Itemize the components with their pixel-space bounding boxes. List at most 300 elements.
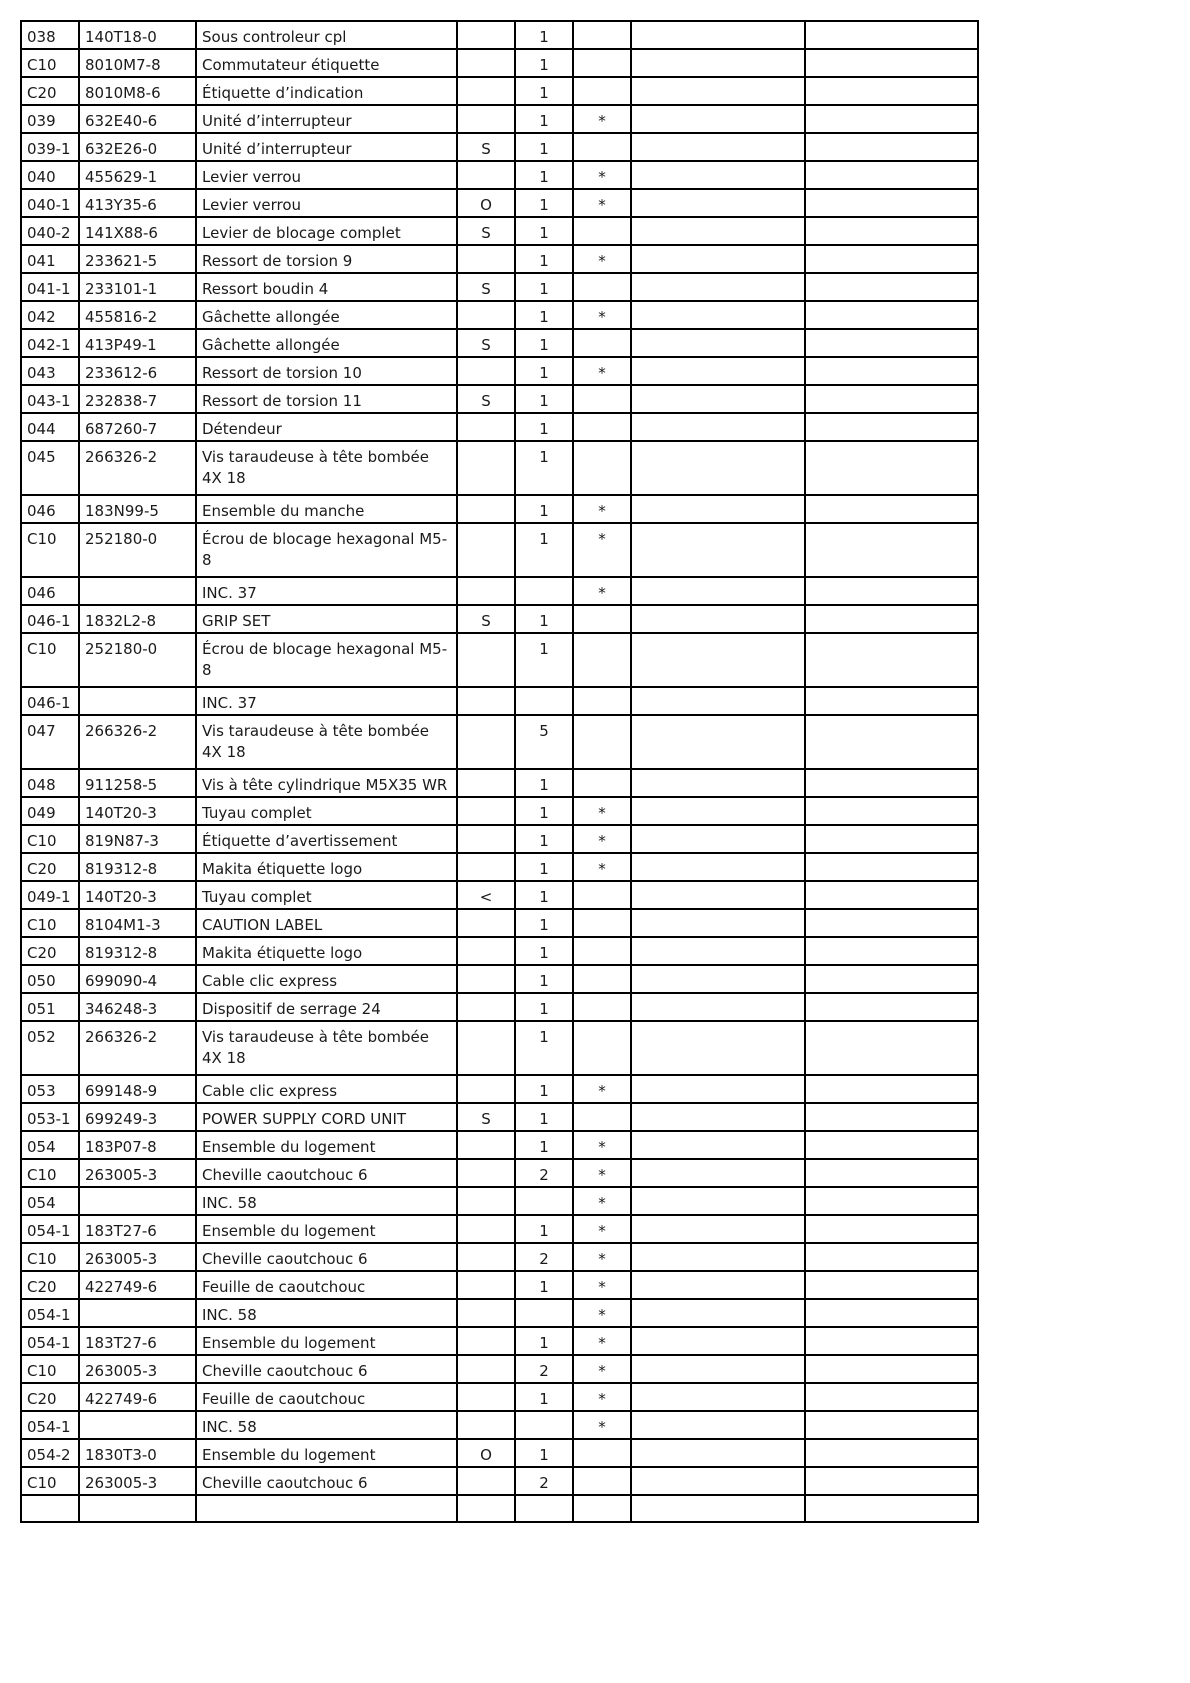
empty-cell xyxy=(805,1159,978,1187)
empty-cell xyxy=(631,1243,805,1271)
table-row xyxy=(21,1495,978,1522)
part-number-cell: 819312-8 xyxy=(79,937,196,965)
quantity-cell: 1 xyxy=(515,881,573,909)
empty-cell xyxy=(805,825,978,853)
table-row xyxy=(21,605,978,633)
quantity-cell: 1 xyxy=(515,413,573,441)
part-number-cell: 266326-2 xyxy=(79,1021,196,1075)
description-cell: Makita étiquette logo xyxy=(196,937,457,965)
table-row xyxy=(21,715,978,769)
empty-cell xyxy=(805,217,978,245)
note-cell xyxy=(457,1131,515,1159)
empty-cell xyxy=(631,1187,805,1215)
empty-cell xyxy=(805,797,978,825)
empty-cell xyxy=(631,605,805,633)
note-cell: S xyxy=(457,329,515,357)
item-number-cell: 047 xyxy=(21,715,79,769)
description-cell: Levier verrou xyxy=(196,161,457,189)
flag-cell xyxy=(573,49,631,77)
empty-cell xyxy=(805,77,978,105)
part-number-cell: 263005-3 xyxy=(79,1243,196,1271)
parts-table xyxy=(20,20,979,1523)
table-row xyxy=(21,523,978,577)
part-number-cell: 413P49-1 xyxy=(79,329,196,357)
item-number-cell: 053-1 xyxy=(21,1103,79,1131)
flag-cell: * xyxy=(573,797,631,825)
note-cell xyxy=(457,797,515,825)
quantity-cell: 1 xyxy=(515,441,573,495)
empty-cell xyxy=(631,245,805,273)
item-number-cell: 043 xyxy=(21,357,79,385)
quantity-cell: 1 xyxy=(515,385,573,413)
quantity-cell xyxy=(515,1495,573,1522)
description-cell: Cable clic express xyxy=(196,965,457,993)
table-row xyxy=(21,881,978,909)
part-number-cell: 1830T3-0 xyxy=(79,1439,196,1467)
table-row xyxy=(21,161,978,189)
empty-cell xyxy=(631,1355,805,1383)
note-cell xyxy=(457,21,515,49)
description-cell: Unité d’interrupteur xyxy=(196,105,457,133)
note-cell xyxy=(457,49,515,77)
empty-cell xyxy=(805,1467,978,1495)
item-number-cell: 039 xyxy=(21,105,79,133)
part-number-cell: 699090-4 xyxy=(79,965,196,993)
description-cell: INC. 37 xyxy=(196,687,457,715)
flag-cell xyxy=(573,769,631,797)
quantity-cell: 1 xyxy=(515,1327,573,1355)
item-number-cell: C20 xyxy=(21,77,79,105)
empty-cell xyxy=(631,1467,805,1495)
flag-cell: * xyxy=(573,357,631,385)
flag-cell xyxy=(573,217,631,245)
description-cell: Ensemble du logement xyxy=(196,1215,457,1243)
empty-cell xyxy=(805,1075,978,1103)
empty-cell xyxy=(631,133,805,161)
description-cell: Détendeur xyxy=(196,413,457,441)
flag-cell xyxy=(573,633,631,687)
note-cell xyxy=(457,909,515,937)
description-cell: Ressort de torsion 11 xyxy=(196,385,457,413)
item-number-cell: 038 xyxy=(21,21,79,49)
empty-cell xyxy=(631,577,805,605)
flag-cell: * xyxy=(573,825,631,853)
flag-cell xyxy=(573,441,631,495)
flag-cell xyxy=(573,329,631,357)
quantity-cell: 1 xyxy=(515,1383,573,1411)
flag-cell xyxy=(573,133,631,161)
description-cell: Ensemble du logement xyxy=(196,1327,457,1355)
flag-cell: * xyxy=(573,245,631,273)
flag-cell xyxy=(573,1021,631,1075)
empty-cell xyxy=(631,1103,805,1131)
table-row xyxy=(21,1383,978,1411)
item-number-cell: 052 xyxy=(21,1021,79,1075)
empty-cell xyxy=(805,1411,978,1439)
quantity-cell: 1 xyxy=(515,853,573,881)
item-number-cell: 040-1 xyxy=(21,189,79,217)
description-cell: Unité d’interrupteur xyxy=(196,133,457,161)
quantity-cell xyxy=(515,687,573,715)
table-row xyxy=(21,1103,978,1131)
item-number-cell: 051 xyxy=(21,993,79,1021)
description-cell: Gâchette allongée xyxy=(196,301,457,329)
note-cell xyxy=(457,523,515,577)
part-number-cell: 140T20-3 xyxy=(79,881,196,909)
note-cell xyxy=(457,1299,515,1327)
note-cell xyxy=(457,853,515,881)
description-cell: Ressort boudin 4 xyxy=(196,273,457,301)
table-row xyxy=(21,1271,978,1299)
item-number-cell: C10 xyxy=(21,1355,79,1383)
note-cell xyxy=(457,1021,515,1075)
note-cell xyxy=(457,769,515,797)
item-number-cell: C20 xyxy=(21,937,79,965)
flag-cell: * xyxy=(573,1243,631,1271)
table-row xyxy=(21,1243,978,1271)
quantity-cell: 1 xyxy=(515,825,573,853)
part-number-cell: 911258-5 xyxy=(79,769,196,797)
flag-cell: * xyxy=(573,1355,631,1383)
empty-cell xyxy=(805,1383,978,1411)
item-number-cell: C10 xyxy=(21,523,79,577)
flag-cell: * xyxy=(573,1215,631,1243)
part-number-cell: 8104M1-3 xyxy=(79,909,196,937)
table-row xyxy=(21,301,978,329)
item-number-cell: 044 xyxy=(21,413,79,441)
description-cell: Écrou de blocage hexagonal M5-8 xyxy=(196,523,457,577)
note-cell xyxy=(457,1383,515,1411)
table-row xyxy=(21,687,978,715)
part-number-cell: 140T20-3 xyxy=(79,797,196,825)
table-row xyxy=(21,1159,978,1187)
quantity-cell: 1 xyxy=(515,217,573,245)
part-number-cell: 8010M7-8 xyxy=(79,49,196,77)
part-number-cell: 632E26-0 xyxy=(79,133,196,161)
quantity-cell: 2 xyxy=(515,1355,573,1383)
flag-cell xyxy=(573,715,631,769)
description-cell: GRIP SET xyxy=(196,605,457,633)
table-row xyxy=(21,797,978,825)
empty-cell xyxy=(631,161,805,189)
flag-cell xyxy=(573,993,631,1021)
note-cell xyxy=(457,441,515,495)
part-number-cell: 183N99-5 xyxy=(79,495,196,523)
note-cell xyxy=(457,1243,515,1271)
part-number-cell: 632E40-6 xyxy=(79,105,196,133)
table-row xyxy=(21,217,978,245)
part-number-cell: 233101-1 xyxy=(79,273,196,301)
empty-cell xyxy=(805,21,978,49)
item-number-cell: C10 xyxy=(21,825,79,853)
note-cell xyxy=(457,1411,515,1439)
flag-cell: * xyxy=(573,495,631,523)
empty-cell xyxy=(805,273,978,301)
description-cell: Gâchette allongée xyxy=(196,329,457,357)
description-cell: Cheville caoutchouc 6 xyxy=(196,1355,457,1383)
empty-cell xyxy=(805,245,978,273)
part-number-cell: 252180-0 xyxy=(79,633,196,687)
quantity-cell: 1 xyxy=(515,1131,573,1159)
quantity-cell: 1 xyxy=(515,133,573,161)
empty-cell xyxy=(631,937,805,965)
flag-cell xyxy=(573,21,631,49)
part-number-cell: 8010M8-6 xyxy=(79,77,196,105)
quantity-cell: 1 xyxy=(515,245,573,273)
empty-cell xyxy=(805,1021,978,1075)
part-number-cell xyxy=(79,687,196,715)
flag-cell: * xyxy=(573,105,631,133)
empty-cell xyxy=(805,495,978,523)
part-number-cell: 266326-2 xyxy=(79,441,196,495)
item-number-cell: 046 xyxy=(21,577,79,605)
quantity-cell: 2 xyxy=(515,1467,573,1495)
quantity-cell: 1 xyxy=(515,769,573,797)
quantity-cell: 1 xyxy=(515,937,573,965)
empty-cell xyxy=(805,105,978,133)
empty-cell xyxy=(805,1299,978,1327)
empty-cell xyxy=(631,769,805,797)
empty-cell xyxy=(805,633,978,687)
empty-cell xyxy=(631,495,805,523)
empty-cell xyxy=(805,523,978,577)
note-cell: O xyxy=(457,1439,515,1467)
empty-cell xyxy=(805,605,978,633)
part-number-cell xyxy=(79,577,196,605)
quantity-cell: 1 xyxy=(515,329,573,357)
empty-cell xyxy=(631,523,805,577)
empty-cell xyxy=(631,687,805,715)
quantity-cell: 2 xyxy=(515,1159,573,1187)
table-row xyxy=(21,1355,978,1383)
description-cell: INC. 58 xyxy=(196,1187,457,1215)
quantity-cell: 2 xyxy=(515,1243,573,1271)
note-cell xyxy=(457,1467,515,1495)
part-number-cell: 455816-2 xyxy=(79,301,196,329)
empty-cell xyxy=(631,1299,805,1327)
item-number-cell: 054-1 xyxy=(21,1215,79,1243)
item-number-cell: 054 xyxy=(21,1131,79,1159)
quantity-cell: 1 xyxy=(515,965,573,993)
empty-cell xyxy=(805,881,978,909)
note-cell xyxy=(457,965,515,993)
empty-cell xyxy=(805,965,978,993)
quantity-cell: 5 xyxy=(515,715,573,769)
note-cell xyxy=(457,993,515,1021)
part-number-cell: 266326-2 xyxy=(79,715,196,769)
description-cell: Vis à tête cylindrique M5X35 WR xyxy=(196,769,457,797)
empty-cell xyxy=(631,385,805,413)
description-cell: Écrou de blocage hexagonal M5-8 xyxy=(196,633,457,687)
note-cell xyxy=(457,937,515,965)
table-row xyxy=(21,105,978,133)
note-cell xyxy=(457,1075,515,1103)
part-number-cell xyxy=(79,1187,196,1215)
part-number-cell: 699148-9 xyxy=(79,1075,196,1103)
item-number-cell: 054 xyxy=(21,1187,79,1215)
quantity-cell: 1 xyxy=(515,1103,573,1131)
empty-cell xyxy=(805,1243,978,1271)
note-cell xyxy=(457,687,515,715)
note-cell xyxy=(457,1355,515,1383)
empty-cell xyxy=(805,133,978,161)
item-number-cell: C10 xyxy=(21,49,79,77)
flag-cell: * xyxy=(573,1383,631,1411)
empty-cell xyxy=(805,1439,978,1467)
item-number-cell: C10 xyxy=(21,909,79,937)
table-row xyxy=(21,909,978,937)
description-cell: POWER SUPPLY CORD UNIT xyxy=(196,1103,457,1131)
item-number-cell: 054-2 xyxy=(21,1439,79,1467)
quantity-cell: 1 xyxy=(515,495,573,523)
table-row xyxy=(21,769,978,797)
description-cell: Ensemble du logement xyxy=(196,1439,457,1467)
note-cell xyxy=(457,1495,515,1522)
empty-cell xyxy=(805,1215,978,1243)
item-number-cell: 053 xyxy=(21,1075,79,1103)
empty-cell xyxy=(631,1327,805,1355)
part-number-cell: 141X88-6 xyxy=(79,217,196,245)
description-cell: Cheville caoutchouc 6 xyxy=(196,1159,457,1187)
item-number-cell: 049 xyxy=(21,797,79,825)
part-number-cell: 687260-7 xyxy=(79,413,196,441)
description-cell: Cable clic express xyxy=(196,1075,457,1103)
empty-cell xyxy=(631,301,805,329)
part-number-cell: 252180-0 xyxy=(79,523,196,577)
item-number-cell: 041 xyxy=(21,245,79,273)
table-row xyxy=(21,937,978,965)
empty-cell xyxy=(805,937,978,965)
part-number-cell: 455629-1 xyxy=(79,161,196,189)
part-number-cell: 422749-6 xyxy=(79,1271,196,1299)
quantity-cell xyxy=(515,1299,573,1327)
quantity-cell: 1 xyxy=(515,49,573,77)
flag-cell: * xyxy=(573,1411,631,1439)
quantity-cell: 1 xyxy=(515,161,573,189)
flag-cell: * xyxy=(573,1299,631,1327)
note-cell: S xyxy=(457,273,515,301)
part-number-cell: 263005-3 xyxy=(79,1159,196,1187)
table-row xyxy=(21,189,978,217)
empty-cell xyxy=(805,687,978,715)
table-row xyxy=(21,1187,978,1215)
empty-cell xyxy=(805,385,978,413)
note-cell xyxy=(457,1215,515,1243)
quantity-cell: 1 xyxy=(515,1021,573,1075)
item-number-cell: 046 xyxy=(21,495,79,523)
table-row xyxy=(21,577,978,605)
part-number-cell xyxy=(79,1299,196,1327)
table-row xyxy=(21,357,978,385)
part-number-cell: 183T27-6 xyxy=(79,1215,196,1243)
empty-cell xyxy=(805,1355,978,1383)
quantity-cell: 1 xyxy=(515,273,573,301)
quantity-cell xyxy=(515,1187,573,1215)
flag-cell xyxy=(573,1103,631,1131)
description-cell: Tuyau complet xyxy=(196,881,457,909)
item-number-cell: C10 xyxy=(21,1467,79,1495)
note-cell: < xyxy=(457,881,515,909)
empty-cell xyxy=(805,715,978,769)
empty-cell xyxy=(805,1131,978,1159)
flag-cell xyxy=(573,273,631,301)
empty-cell xyxy=(805,1271,978,1299)
description-cell: Tuyau complet xyxy=(196,797,457,825)
table-row xyxy=(21,245,978,273)
empty-cell xyxy=(631,1383,805,1411)
note-cell: S xyxy=(457,133,515,161)
empty-cell xyxy=(631,715,805,769)
item-number-cell: C10 xyxy=(21,633,79,687)
table-row xyxy=(21,993,978,1021)
empty-cell xyxy=(805,1327,978,1355)
table-row xyxy=(21,21,978,49)
empty-cell xyxy=(805,441,978,495)
part-number-cell: 819N87-3 xyxy=(79,825,196,853)
empty-cell xyxy=(631,1439,805,1467)
description-cell: Levier de blocage complet xyxy=(196,217,457,245)
empty-cell xyxy=(805,413,978,441)
empty-cell xyxy=(631,1215,805,1243)
table-row xyxy=(21,1439,978,1467)
note-cell xyxy=(457,825,515,853)
quantity-cell: 1 xyxy=(515,77,573,105)
item-number-cell: 054-1 xyxy=(21,1327,79,1355)
empty-cell xyxy=(631,413,805,441)
note-cell xyxy=(457,1327,515,1355)
description-cell: Dispositif de serrage 24 xyxy=(196,993,457,1021)
item-number-cell xyxy=(21,1495,79,1522)
description-cell: Cheville caoutchouc 6 xyxy=(196,1243,457,1271)
part-number-cell xyxy=(79,1411,196,1439)
flag-cell xyxy=(573,413,631,441)
part-number-cell: 233621-5 xyxy=(79,245,196,273)
empty-cell xyxy=(631,1411,805,1439)
empty-cell xyxy=(631,21,805,49)
description-cell: Étiquette d’indication xyxy=(196,77,457,105)
flag-cell: * xyxy=(573,853,631,881)
flag-cell xyxy=(573,1467,631,1495)
empty-cell xyxy=(631,1021,805,1075)
empty-cell xyxy=(631,273,805,301)
quantity-cell: 1 xyxy=(515,1271,573,1299)
part-number-cell: 413Y35-6 xyxy=(79,189,196,217)
empty-cell xyxy=(631,1075,805,1103)
empty-cell xyxy=(805,1495,978,1522)
description-cell: Cheville caoutchouc 6 xyxy=(196,1467,457,1495)
quantity-cell: 1 xyxy=(515,1439,573,1467)
item-number-cell: 054-1 xyxy=(21,1411,79,1439)
description-cell: Sous controleur cpl xyxy=(196,21,457,49)
note-cell xyxy=(457,1159,515,1187)
flag-cell: * xyxy=(573,1159,631,1187)
description-cell: Levier verrou xyxy=(196,189,457,217)
empty-cell xyxy=(631,797,805,825)
part-number-cell: 140T18-0 xyxy=(79,21,196,49)
table-row xyxy=(21,49,978,77)
item-number-cell: 049-1 xyxy=(21,881,79,909)
note-cell: O xyxy=(457,189,515,217)
description-cell: Feuille de caoutchouc xyxy=(196,1383,457,1411)
flag-cell: * xyxy=(573,161,631,189)
note-cell xyxy=(457,161,515,189)
empty-cell xyxy=(631,993,805,1021)
flag-cell: * xyxy=(573,189,631,217)
note-cell xyxy=(457,1271,515,1299)
description-cell: Commutateur étiquette xyxy=(196,49,457,77)
note-cell xyxy=(457,357,515,385)
item-number-cell: 039-1 xyxy=(21,133,79,161)
